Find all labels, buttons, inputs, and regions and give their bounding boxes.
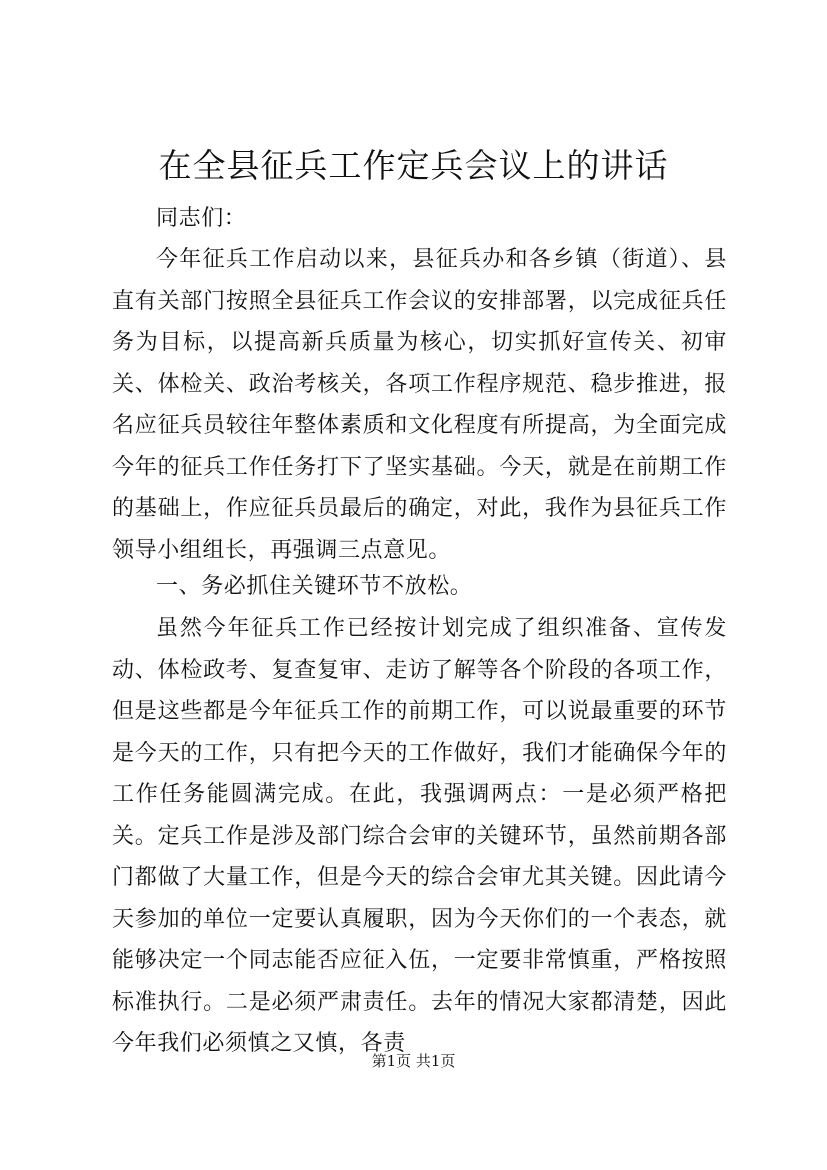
- page-footer: 第1页 共1页: [371, 1052, 456, 1070]
- section-heading-1: 一、务必抓住关键环节不放松。: [156, 574, 473, 599]
- document-title: 在全县征兵工作定兵会议上的讲话: [158, 146, 669, 185]
- body-paragraph-2: 虽然今年征兵工作已经按计划完成了组织准备、宣传发动、体检政考、复查复审、走访了解等各个阶段的各项工作，但是这些都是今年征兵工作的前期工作，可以说最重要的环节是今天的工作，只有把今天的工作做好，我们才能确保今年的工作任务能圆满完成。在此，我强调两点：一是必须严格把关。定兵工作是涉及部门综合会审的关键环节，虽然前期各部门都做了大量工作，但是今天的综合会审尤其关键。因此请今天参加的单位一定要认真履职，因为今天你们的一个表态，就能够决定一个同志能否应征入伍，一定要非常慎重，严格按照标准执行。二是必须严肃责任。去年的情况大家都清楚，因此今年我们必须慎之又慎，各责: [112, 616, 727, 1056]
- salutation: 同志们：: [156, 206, 247, 231]
- body-paragraph-1: 今年征兵工作启动以来，县征兵办和各乡镇（街道）、县直有关部门按照全县征兵工作会议的安排部署，以完成征兵任务为目标，以提高新兵质量为核心，切实抓好宣传关、初审关、体检关、政治考核关，各项工作程序规范、稳步推进，报名应征兵员较往年整体素质和文化程度有所提高，为全面完成今年的征兵工作任务打下了坚实基础。今天，就是在前期工作的基础上，作应征兵员最后的确定，对此，我作为县征兵工作领导小组组长，再强调三点意见。: [112, 247, 727, 563]
